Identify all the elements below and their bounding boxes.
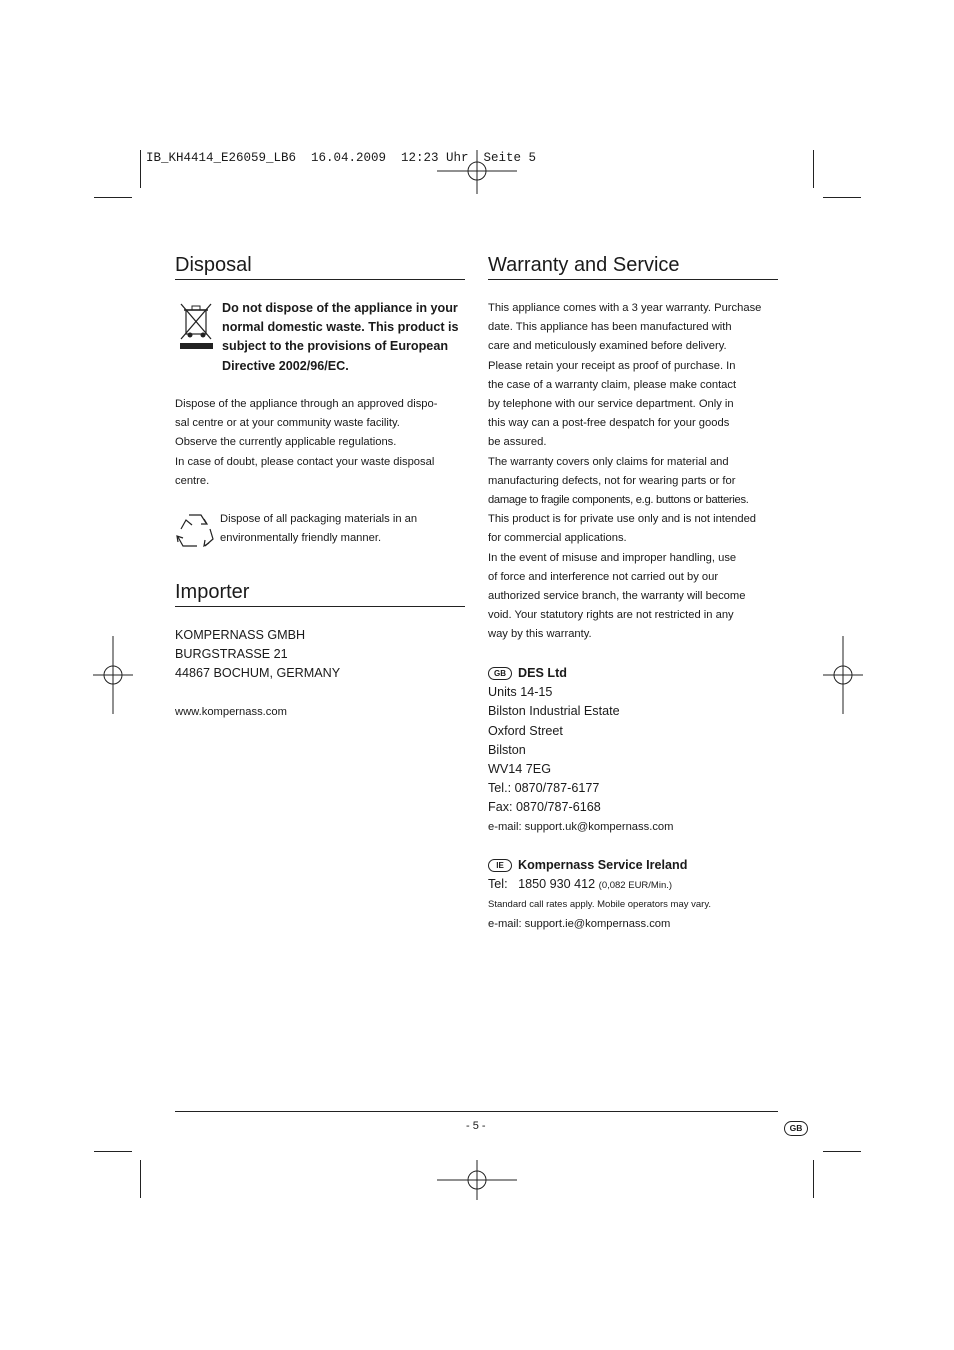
packaging-line: environmentally friendly manner. (220, 532, 382, 545)
email-line[interactable]: e-mail: support.ie@kompernass.com (488, 917, 671, 930)
paragraph-line: sal centre or at your community waste facility. (175, 417, 400, 430)
ie-service-name (488, 856, 711, 875)
tel-rate: (0,082 EUR/Min.) (598, 880, 673, 892)
country-badge-gb: GB (488, 667, 512, 680)
ie-service-block (488, 856, 711, 934)
paragraph-line: damage to fragile components, e.g. buttons or batteries. (488, 494, 749, 507)
disposal-heading: Disposal (175, 254, 465, 280)
warning-line: subject to the provisions of European (222, 339, 449, 354)
crop-mark (823, 1151, 861, 1152)
call-rate-note: Standard call rates apply. Mobile operators may vary. (488, 899, 711, 911)
importer-website[interactable]: www.kompernass.com (175, 706, 287, 718)
warning-line: Directive 2002/96/EC. (222, 358, 349, 373)
paragraph-line: be assured. (488, 436, 547, 449)
crop-mark (823, 197, 861, 198)
paragraph-line: this way can a post-free despatch for your goods (488, 417, 730, 430)
registration-mark-icon (93, 636, 133, 714)
uk-service-block (488, 664, 673, 837)
disposal-paragraph (175, 395, 437, 491)
crop-mark (140, 150, 141, 188)
address-line: KOMPERNASS GMBH (175, 628, 306, 642)
language-badge: GB (784, 1121, 808, 1136)
page-number: - 5 - (466, 1120, 486, 1132)
crop-mark (140, 1160, 141, 1198)
warning-line: normal domestic waste. This product is (222, 320, 459, 335)
phone-line: Tel.: 0870/787-6177 (488, 781, 600, 796)
paragraph-line: Dispose of the appliance through an approved dispo- (175, 398, 438, 410)
paragraph-line: authorized service branch, the warranty will become (488, 590, 746, 603)
registration-mark-icon (437, 1160, 517, 1200)
warranty-heading: Warranty and Service (488, 254, 778, 280)
paragraph-line: of force and interference not carried out by our (488, 570, 719, 583)
footer-rule (175, 1111, 778, 1112)
address-line: Units 14-15 (488, 685, 553, 700)
address-line: 44867 BOCHUM, GERMANY (175, 666, 341, 681)
tel-number: 1850 930 412 (518, 877, 596, 892)
email-line[interactable]: e-mail: support.uk@kompernass.com (488, 820, 674, 833)
crop-mark (94, 1151, 132, 1152)
crop-mark (94, 197, 132, 198)
warranty-paragraph (488, 299, 761, 645)
disposal-warning (222, 299, 459, 376)
ie-phone-line (488, 875, 711, 895)
print-slug: IB_KH4414_E26059_LB6 16.04.2009 12:23 Uhr Seite 5 (146, 151, 537, 165)
paragraph-line: way by this warranty. (488, 628, 592, 641)
packaging-note (220, 510, 417, 548)
paragraph-line: manufacturing defects, not for wearing parts or for (488, 474, 736, 487)
paragraph-line: by telephone with our service department. Only in (488, 398, 734, 411)
paragraph-line: Observe the currently applicable regulations. (175, 436, 397, 449)
paragraph-line: In case of doubt, please contact your waste disposal (175, 455, 435, 468)
paragraph-line: This product is for private use only and is not intended (488, 513, 757, 526)
paragraph-line: date. This appliance has been manufactured with (488, 321, 732, 334)
paragraph-line: care and meticulously examined before delivery. (488, 340, 727, 353)
address-line: Bilston (488, 742, 526, 757)
registration-mark-icon (823, 636, 863, 714)
crop-mark (813, 1160, 814, 1198)
address-line: BURGSTRASSE 21 (175, 647, 288, 662)
importer-address (175, 626, 340, 684)
address-line: Bilston Industrial Estate (488, 704, 620, 719)
warning-line: Do not dispose of the appliance in your (222, 301, 458, 315)
crossed-out-wheelie-bin-icon (179, 302, 215, 350)
service-name: Kompernass Service Ireland (518, 858, 688, 872)
paragraph-line: This appliance comes with a 3 year warranty. Purchase (488, 302, 762, 314)
paragraph-line: The warranty covers only claims for material and (488, 455, 729, 468)
paragraph-line: for commercial applications. (488, 532, 627, 545)
paragraph-line: Please retain your receipt as proof of purchase. In (488, 359, 736, 372)
paragraph-line: the case of a warranty claim, please make contact (488, 378, 737, 391)
uk-service-name (488, 664, 673, 683)
address-line: WV14 7EG (488, 762, 551, 777)
service-name: DES Ltd (518, 666, 567, 680)
address-line: Oxford Street (488, 723, 563, 738)
paragraph-line: centre. (175, 474, 210, 487)
crop-mark (813, 150, 814, 188)
recycling-icon (175, 511, 215, 549)
country-badge-ie: IE (488, 859, 512, 872)
fax-line: Fax: 0870/787-6168 (488, 800, 601, 815)
paragraph-line: void. Your statutory rights are not restricted in any (488, 609, 734, 622)
packaging-line: Dispose of all packaging materials in an (220, 513, 418, 525)
paragraph-line: In the event of misuse and improper handling, use (488, 551, 737, 564)
importer-heading: Importer (175, 581, 465, 607)
tel-label: Tel: (488, 877, 508, 892)
